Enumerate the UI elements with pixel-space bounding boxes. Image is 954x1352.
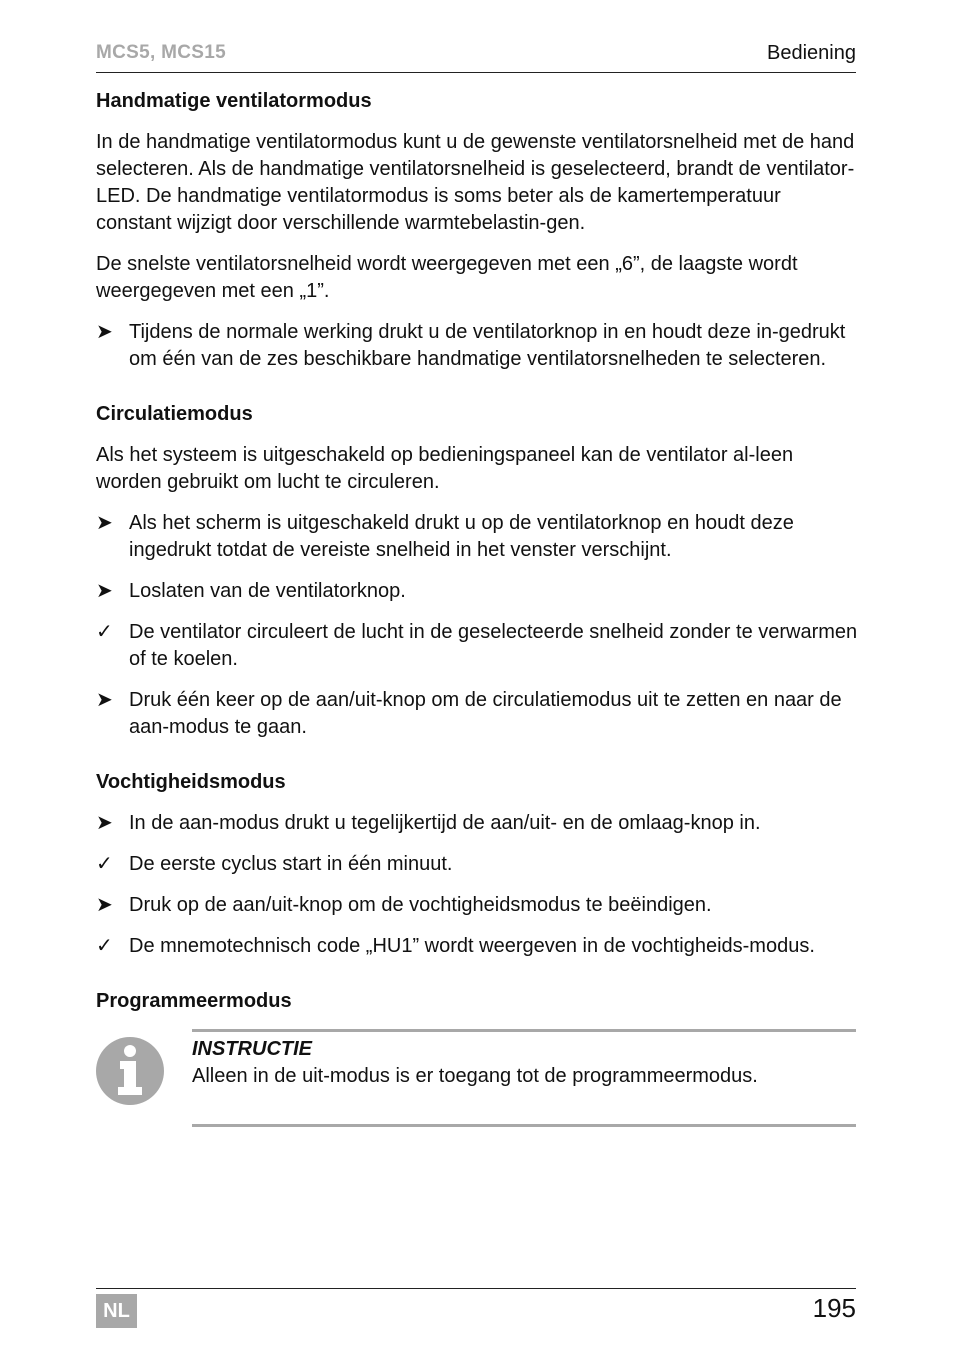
heading-programming-mode: Programmeermodus [96,990,292,1012]
step-text: Loslaten van de ventilatorknop. [129,580,406,602]
paragraph: In de handmatige ventilatormodus kunt u de gewenste ventilatorsnelheid met de hand selecteren. Als de handmatige ventilatorsnelheid is geselecteerd, brandt de ventilator-LED. De handmatige ventilatormodus is soms beter als de kamertemperatuur constant wijzigt door verschillende warmtebelastin-gen. [96,131,855,234]
section-name: Bediening [767,42,856,64]
page-content [96,88,858,1129]
arrow-icon: ➤ [96,512,113,534]
page-footer [96,1288,856,1333]
action-step [96,510,858,564]
language-badge: NL [96,1294,137,1328]
note-box [192,1029,856,1127]
paragraph: De snelste ventilatorsnelheid wordt weergegeven met een „6”, de laagste wordt weergegeven met een „1”. [96,253,798,302]
step-text: In de aan-modus drukt u tegelijkertijd de aan/uit- en de omlaag-knop in. [129,812,761,834]
heading-manual-fan-mode: Handmatige ventilatormodus [96,90,372,112]
result-step [96,851,858,878]
action-step [96,892,858,919]
step-text: Als het scherm is uitgeschakeld drukt u op de ventilatorknop en houdt deze ingedrukt totdat de vereiste snelheid in het venster verschijnt. [129,512,794,561]
action-step [96,687,858,741]
info-icon [96,1037,164,1105]
arrow-icon: ➤ [96,321,113,343]
arrow-icon: ➤ [96,894,113,916]
note-title: INSTRUCTIE [192,1038,312,1060]
step-text: Druk op de aan/uit-knop om de vochtigheidsmodus te beëindigen. [129,894,712,916]
arrow-icon: ➤ [96,812,113,834]
instruction-note [96,1029,858,1129]
action-step [96,578,858,605]
heading-circulation-mode: Circulatiemodus [96,403,253,425]
action-step [96,810,858,837]
page-number: 195 [812,1293,856,1323]
arrow-icon: ➤ [96,580,113,602]
step-text: Tijdens de normale werking drukt u de ventilatorknop in en houdt deze in-gedrukt om één van de zes beschikbare handmatige ventilatorsnelheden te selecteren. [129,321,846,370]
result-text: De mnemotechnisch code „HU1” wordt weergeven in de vochtigheids-modus. [129,935,815,957]
heading-humidity-mode: Vochtigheidsmodus [96,771,286,793]
result-step [96,619,858,673]
step-text: Druk één keer op de aan/uit-knop om de circulatiemodus uit te zetten en naar de aan-modus te gaan. [129,689,842,738]
note-text: Alleen in de uit-modus is er toegang tot de programmeermodus. [192,1065,758,1087]
checkmark-icon: ✓ [96,935,113,957]
result-step [96,933,858,960]
result-text: De eerste cyclus start in één minuut. [129,853,453,875]
page-header [96,40,856,73]
product-name: MCS5, MCS15 [96,42,227,63]
paragraph: Als het systeem is uitgeschakeld op bedieningspaneel kan de ventilator al-leen worden gebruikt om lucht te circuleren. [96,444,794,493]
arrow-icon: ➤ [96,689,113,711]
checkmark-icon: ✓ [96,853,113,875]
result-text: De ventilator circuleert de lucht in de geselecteerde snelheid zonder te verwarmen of te koelen. [129,621,858,670]
action-step [96,319,858,373]
checkmark-icon: ✓ [96,621,113,643]
